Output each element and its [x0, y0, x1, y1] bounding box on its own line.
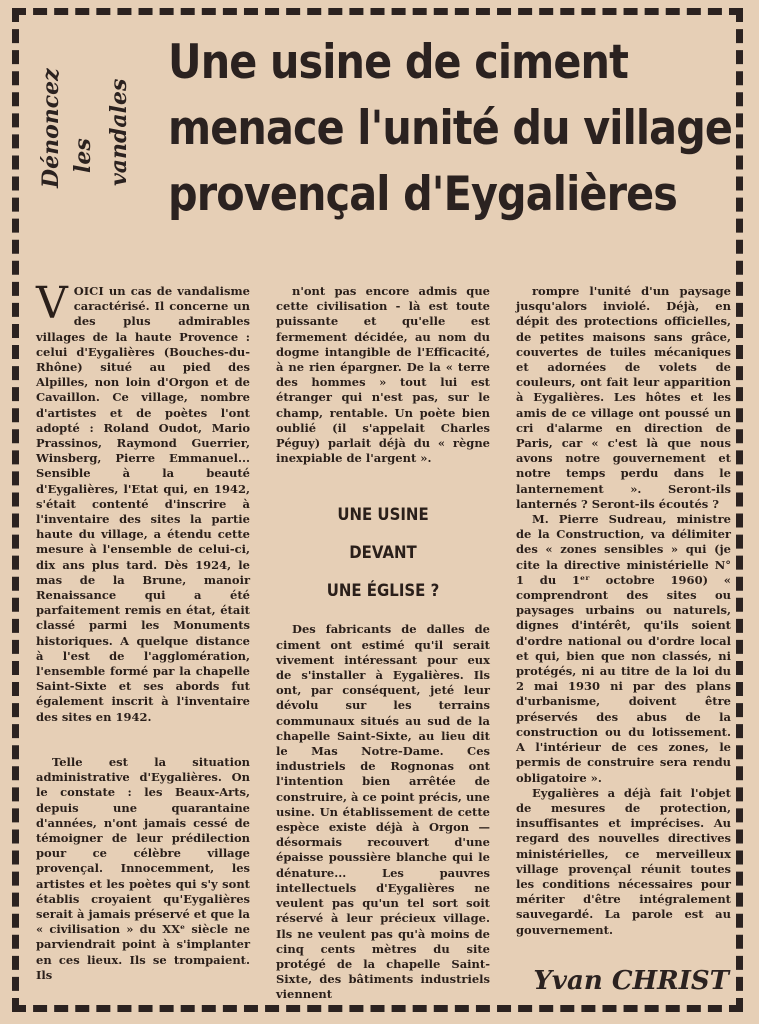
subheading-line-3: UNE ÉGLISE ? [326, 581, 440, 602]
headline-line-2: menace l'unité du village [168, 101, 733, 156]
paragraph: M. Pierre Sudreau, ministre de la Construction, va délimiter des « zones sensibles » qui (je cite la directive ministérielle N° 1 du 1ᵉʳ octobre 1960) « comprendront des sites ou paysages urbains ou naturels, dignes d'intérêt, qu'ils soient d'ordre national ou d'ordre local et qui, bien que non classés, ni protégés, ni au titre de la loi du 2 mai 1930 ni par des plans d'urbanisme, doivent être préservés des abus de la construction ou du lotissement. A l'intérieur de ces zones, le permis de construire sera rendu obligatoire ». [516, 512, 731, 785]
article-column-1 [36, 278, 250, 983]
paragraph: n'ont pas encore admis que cette civilisation - là est toute puissante et qu'elle est fermement décidée, au nom du dogme intangible de l'Efficacité, à ne rien épargner. De la « terre des hommes » tout lui est étranger qui n'est pas, sur le champ, rentable. Un poète bien oublié (il s'appelait Charles Péguy) parlait déjà du « règne inexpiable de l'argent ». [276, 284, 490, 466]
headline-line-1: Une usine de ciment [168, 35, 629, 90]
kicker [32, 58, 142, 198]
paragraph: Eygalières a déjà fait l'objet de mesures de protection, insuffisantes et imprécises. Au regard des nouvelles directives ministérielles, ce merveilleux village provençal réunit toutes les conditions nécessaires pour mériter d'être intégralement sauvegardé. La parole est au gouvernement. [516, 785, 731, 937]
subheading [289, 496, 477, 610]
paragraph: rompre l'unité d'un paysage jusqu'alors inviolé. Déjà, en dépit des protections officielles, de petites maisons sans grâce, couvertes de tuiles mécaniques et adornées de volets de couleurs, ont fait leur apparition à Eygalières. Les hôtes et les amis de ce village ont poussé un cri d'alarme en direction de Paris, car « c'est là que nous avons notre gouvernement et notre temps perdu dans le lanternement ». Seront-ils lanternés ? Seront-ils écoutés ? [516, 284, 731, 511]
subheading-line-1: UNE USINE [337, 505, 429, 526]
kicker-word-2: les [70, 138, 96, 173]
paragraph: Telle est la situation administrative d'Eygalières. On le constate : les Beaux-Arts, depuis une quarantaine d'années, n'ont jamais cessé de témoigner de leur prédilection pour ce célèbre village provençal. Innocemment, les artistes et les poètes qui s'y sont établis croyaient qu'Eygalières serait à jamais préservé et que la « civilisation » du XXᵉ siècle ne parviendrait point à s'implanter en ces lieux. Ils se trompaient. Ils [36, 754, 250, 982]
drop-cap: V [36, 278, 68, 329]
kicker-word-1: Dénoncez [38, 68, 64, 188]
paragraph-text: OICI un cas de vandalisme caractérisé. Il concerne un des plus admirables villages de la haute Provence : celui d'Eygalières (Bouches-du-Rhône) situé au pied des Alpilles, non loin d'Orgon et de Cavaillon. Ce village, nombre d'artistes et de poètes l'ont adopté : Roland Oudot, Mario Prassinos, Raymond Guerrier, Winsberg, Pierre Emmanuel... Sensible à la beauté d'Eygalières, l'Etat qui, en 1942, s'était contenté d'inscrire à l'inventaire des sites la partie haute du village, a étendu cette mesure à l'ensemble de celui-ci, dix ans plus tard. Dès 1924, le mas de la Brune, manoir Renaissance qui a été parfaitement remis en état, était classé parmi les Monuments historiques. A quelque distance à l'est de l'agglomération, l'ensemble formé par la chapelle Saint-Sixte et ses abords fut également inscrit à l'inventaire des sites en 1942. [36, 284, 250, 724]
subheading-line-2: DEVANT [349, 543, 417, 564]
headline-line-3: provençal d'Eygalières [168, 167, 677, 222]
paragraph: Des fabricants de dalles de ciment ont estimé qu'il serait vivement intéressant pour eux de s'installer à Eygalières. Ils ont, par conséquent, jeté leur dévolu sur les terrains communaux situés au sud de la chapelle Saint-Sixte, au lieu dit le Mas Notre-Dame. Ces industriels de Rognonas ont l'intention bien arrêtée de construire, à ce point précis, une usine. Un établissement de cette espèce existe déjà à Orgon — désormais recouvert d'une épaisse poussière blanche qui le dénature... Les pauvres intellectuels d'Eygalières ne veulent pas qu'un tel sort soit réservé à leur précieux village. Ils ne veulent pas qu'à moins de cinq cents mètres du site protégé de la chapelle Saint-Sixte, des bâtiments industriels viennent [276, 622, 490, 1002]
paragraph [36, 278, 250, 725]
author-byline: Yvan CHRIST [533, 966, 729, 996]
article-column-3 [516, 284, 731, 938]
headline [168, 30, 733, 228]
kicker-word-3: vandales [106, 78, 132, 186]
article-column-2 [276, 284, 490, 1003]
